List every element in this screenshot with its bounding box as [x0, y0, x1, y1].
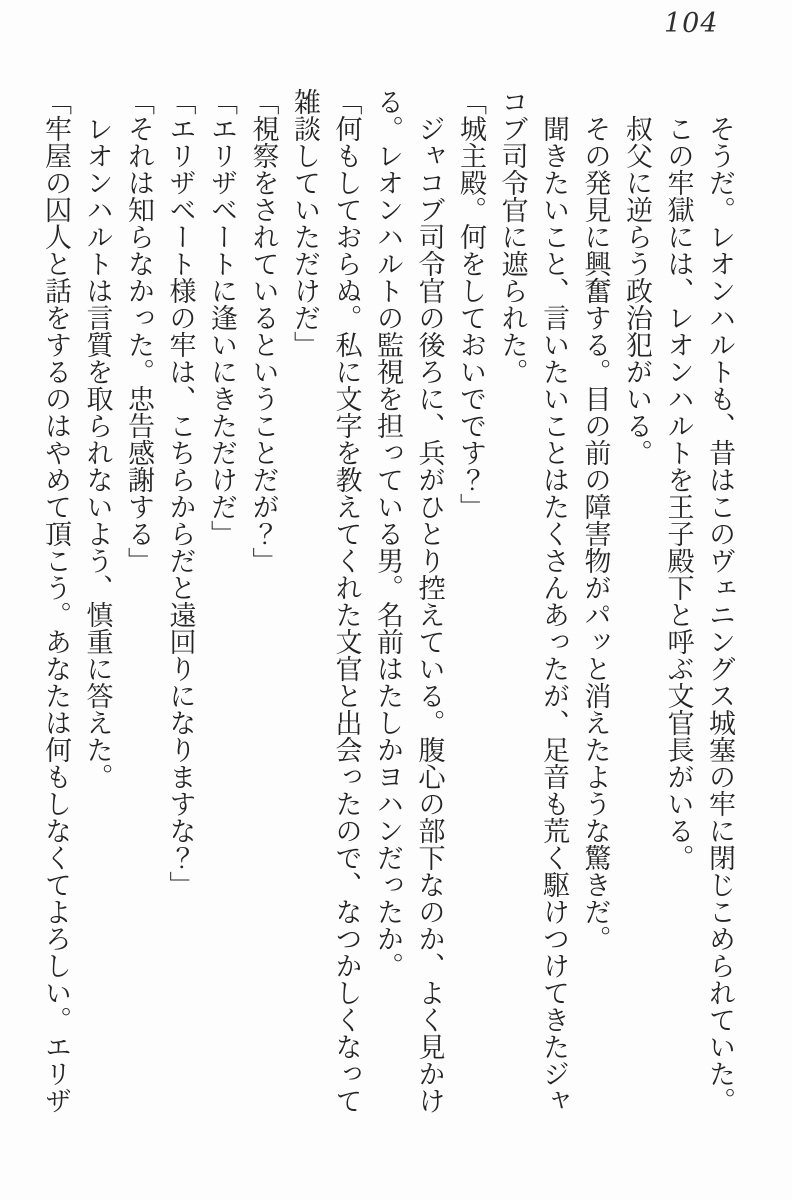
- paragraph: その発見に興奮する。目の前の障害物がパッと消えたような驚きだ。: [579, 115, 611, 952]
- page-number: 104: [664, 8, 719, 39]
- paragraph: ジャコブ司令官の後ろに、兵がひとり控えている。腹心の部下なのか、よく見かける。レオンハルトの監視を担っている男。名前はたしかヨハンだったか。: [372, 88, 445, 1114]
- paragraph: レオンハルトは言質を取られないよう、慎重に答えた。: [81, 115, 113, 790]
- paragraph: 「視察をされているということだが？」: [247, 88, 279, 574]
- paragraph: 「何もしておらぬ。私に文字を教えてくれた文官と出会ったので、なつかしくなって雑談していただけだ」: [289, 88, 362, 1114]
- paragraph: 叔父に逆らう政治犯がいる。: [621, 115, 652, 466]
- paragraph: 「それは知らなかった。忠告感謝する」: [123, 88, 154, 574]
- paragraph: 聞きたいこと、言いたいことはたくさんあったが、足音も荒く駆けつけてきたジャコブ司令官に遮られた。: [496, 88, 569, 1114]
- paragraph: 「牢屋の囚人と話をするのはやめて頂こう。あなたは何もしなくてよろしい。エリザ: [40, 88, 71, 1114]
- paragraph: 「エリザベート様の牢は、こちらからだと遠回りになりますな？」: [164, 88, 196, 898]
- page-text: [28, 88, 740, 1128]
- paragraph: そうだ。レオンハルトも、昔はこのヴェニングス城塞の牢に閉じこめられていた。: [704, 115, 735, 1114]
- paragraph: この牢獄には、レオンハルトを王子殿下と呼ぶ文官長がいる。: [662, 115, 694, 871]
- paragraph: 「城主殿。何をしておいでです？」: [455, 88, 486, 520]
- paragraph: 「エリザベートに逢いにきただけだ」: [206, 88, 237, 547]
